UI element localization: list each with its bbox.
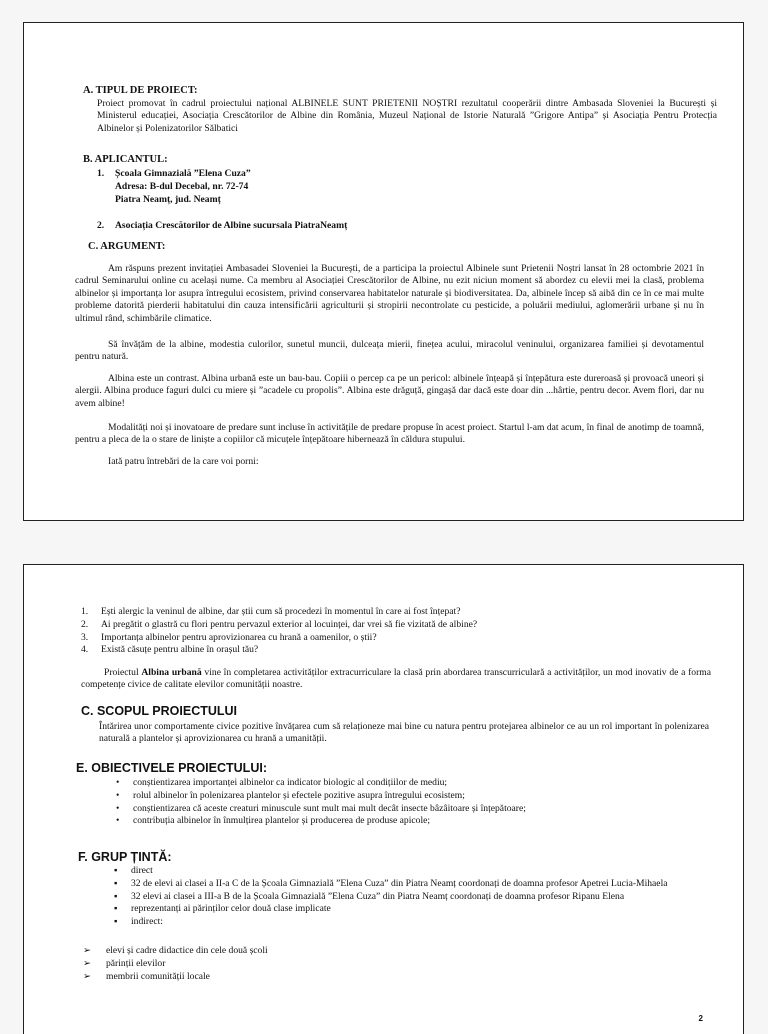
- section-objectives-heading: E. OBIECTIVELE PROIECTULUI:: [76, 761, 267, 775]
- list-item: ▪ reprezentanți ai părinților celor două clase implicate: [114, 903, 331, 915]
- list-item: ➢ elevi și cadre didactice din cele două școli: [83, 945, 268, 956]
- applicant-1-name: Școala Gimnazială ”Elena Cuza”: [115, 168, 251, 179]
- section-c-heading: C. ARGUMENT:: [88, 241, 166, 252]
- question-item: 1. Ești alergic la veninul de albine, dar știi cum să procedezi în momentul în care ai fost înțepat?: [81, 606, 461, 617]
- question-item: 3. Importanța albinelor pentru aprovizionarea cu hrană a oamenilor, o știi?: [81, 631, 377, 643]
- list-item: ➢ membrii comunității locale: [83, 970, 210, 982]
- question-item: 2. Ai pregătit o glastră cu flori pentru pervazul exterior al locuinței, dar vrei să fie vizitată de albine?: [81, 618, 478, 630]
- applicant-2-number: 2.: [97, 220, 105, 231]
- document-page-1: [23, 22, 744, 521]
- section-scope-text: Întărirea unor comportamente civice pozitive învățarea cum să relaționeze mai bine cu natura pentru protejarea albinelor ce au un rol important în polenizarea naturală a plantelor și aprovizionarea cu hrană a umanității.: [99, 721, 709, 745]
- applicant-2-name: Asociația Crescătorilor de Albine sucursala PiatraNeamț: [115, 220, 348, 231]
- target-indirect-list: [81, 945, 701, 983]
- arrow-icon: ➢: [83, 970, 92, 982]
- project-paragraph: Proiectul Albina urbană vine în completarea activităților extracurriculare la clasă prin abordarea transcurriculară a activităților, un mod inovativ de a forma competențe civice de calitate elevilor comunității noastre.: [81, 667, 711, 691]
- applicant-1-city: Piatra Neamț, jud. Neamț: [115, 194, 221, 205]
- list-item: ▪ indirect:: [114, 916, 163, 928]
- argument-paragraph-1: Am răspuns prezent invitației Ambasadei Sloveniei la București, de a participa la proiectul Albinele sunt Prietenii Noștri lansat în 28 octombrie 2021 în cadrul Seminarului online cu același nume. Ca membru al Asociației Crescătorilor de Albine, nu ezit niciun moment să abordez cu elevii mei la clasă, problema albinelor și importanța lor asupra întregului ecosistem, privind conservarea habitatelor naturale și biodiversitatea. Da, albinele încep să aibă din ce în ce mai multe probleme datorită pierderii habitatului din cauza intensificării agriculturii și stropirii necontrolate cu pesticide, a poluării mediului, aglomerării urbane și nu în ultimul rând, schimbările climatice.: [75, 263, 704, 324]
- project-name: Albina urbană: [141, 667, 202, 678]
- list-item: ▪ 32 de elevi ai clasei a II-a C de la Școala Gimnazială ”Elena Cuza” din Piatra Neamț coordonați de doamna profesor Apetrei Lucia-Mihaela: [114, 877, 668, 889]
- argument-paragraph-4: Modalități noi și inovatoare de predare sunt incluse în activitățile de predare propuse în acest proiect. Startul l-am dat acum, în final de anotimp de toamnă, pentru a pleca de la o stare de liniște a copiilor că micuțele înțepătoare hibernează în căldura stupului.: [75, 422, 704, 446]
- list-item: • conștientizarea că aceste creaturi minuscule sunt mult mai mult decât insecte bâzâitoare și înțepătoare;: [116, 802, 526, 814]
- objectives-list: [114, 777, 704, 828]
- arrow-icon: ➢: [83, 945, 92, 956]
- section-scope-heading: C. SCOPUL PROIECTULUI: [81, 704, 238, 718]
- target-direct-list: [112, 865, 712, 929]
- list-item: ▪ direct: [114, 865, 153, 876]
- question-item: 4. Există căsuțe pentru albine în orașul tău?: [81, 644, 259, 656]
- applicant-1-address: Adresa: B-dul Decebal, nr. 72-74: [115, 181, 249, 192]
- document-page-2: [23, 564, 744, 1034]
- list-item: • contribuția albinelor în înmulțirea plantelor și producerea de produse apicole;: [116, 815, 431, 827]
- questions-list: [81, 606, 701, 657]
- list-item: • rolul albinelor în polenizarea plantelor și efectele pozitive asupra întregului ecosistem;: [116, 789, 465, 801]
- section-b-heading: B. APLICANTUL:: [83, 154, 168, 165]
- applicant-1-number: 1.: [97, 168, 105, 179]
- argument-paragraph-3: Albina este un contrast. Albina urbană este un bau-bau. Copiii o percep ca pe un pericol: albinele înțeapă și înțepătura este dureroasă și provoacă uneori și alergii. Albina produce faguri dulci cu miere și ”acadele cu propolis”. Albina este drăguță, gingașă dar dacă este doar din ...hârtie, pentru decor. Avem flori, dar nu avem albine!: [75, 373, 704, 409]
- section-a-text: Proiect promovat în cadrul proiectului național ALBINELE SUNT PRIETENII NOȘTRI rezultatul cooperării dintre Ambasada Sloveniei la București și Ministerul educației, Asociația Crescătorilor de Albine din România, Muzeul Național de Istorie Naturală ”Grigore Antipa” și Asociația Pentru Protecția Albinelor și Polenizatorilor Sălbatici: [97, 98, 717, 134]
- section-target-heading: F. GRUP ȚINTĂ:: [78, 850, 172, 864]
- list-item: • conștientizarea importanței albinelor ca indicator biologic al condițiilor de mediu;: [116, 777, 448, 788]
- page-number: 2: [698, 1014, 703, 1023]
- argument-paragraph-2: Să învățăm de la albine, modestia culorilor, sunetul muncii, dulceața mierii, finețea acului, miracolul veninului, organizarea familiei și devotamentul pentru natură.: [75, 339, 704, 363]
- arrow-icon: ➢: [83, 957, 92, 969]
- list-item: ➢ părinții elevilor: [83, 957, 166, 969]
- list-item: ▪ 32 elevi ai clasei a III-a B de la Școala Gimnazială ”Elena Cuza” din Piatra Neamț coordonați de doamna profesor Ripanu Elena: [114, 890, 625, 902]
- argument-paragraph-5: Iată patru întrebări de la care voi porni:: [108, 456, 259, 467]
- section-a-heading: A. TIPUL DE PROIECT:: [83, 85, 198, 96]
